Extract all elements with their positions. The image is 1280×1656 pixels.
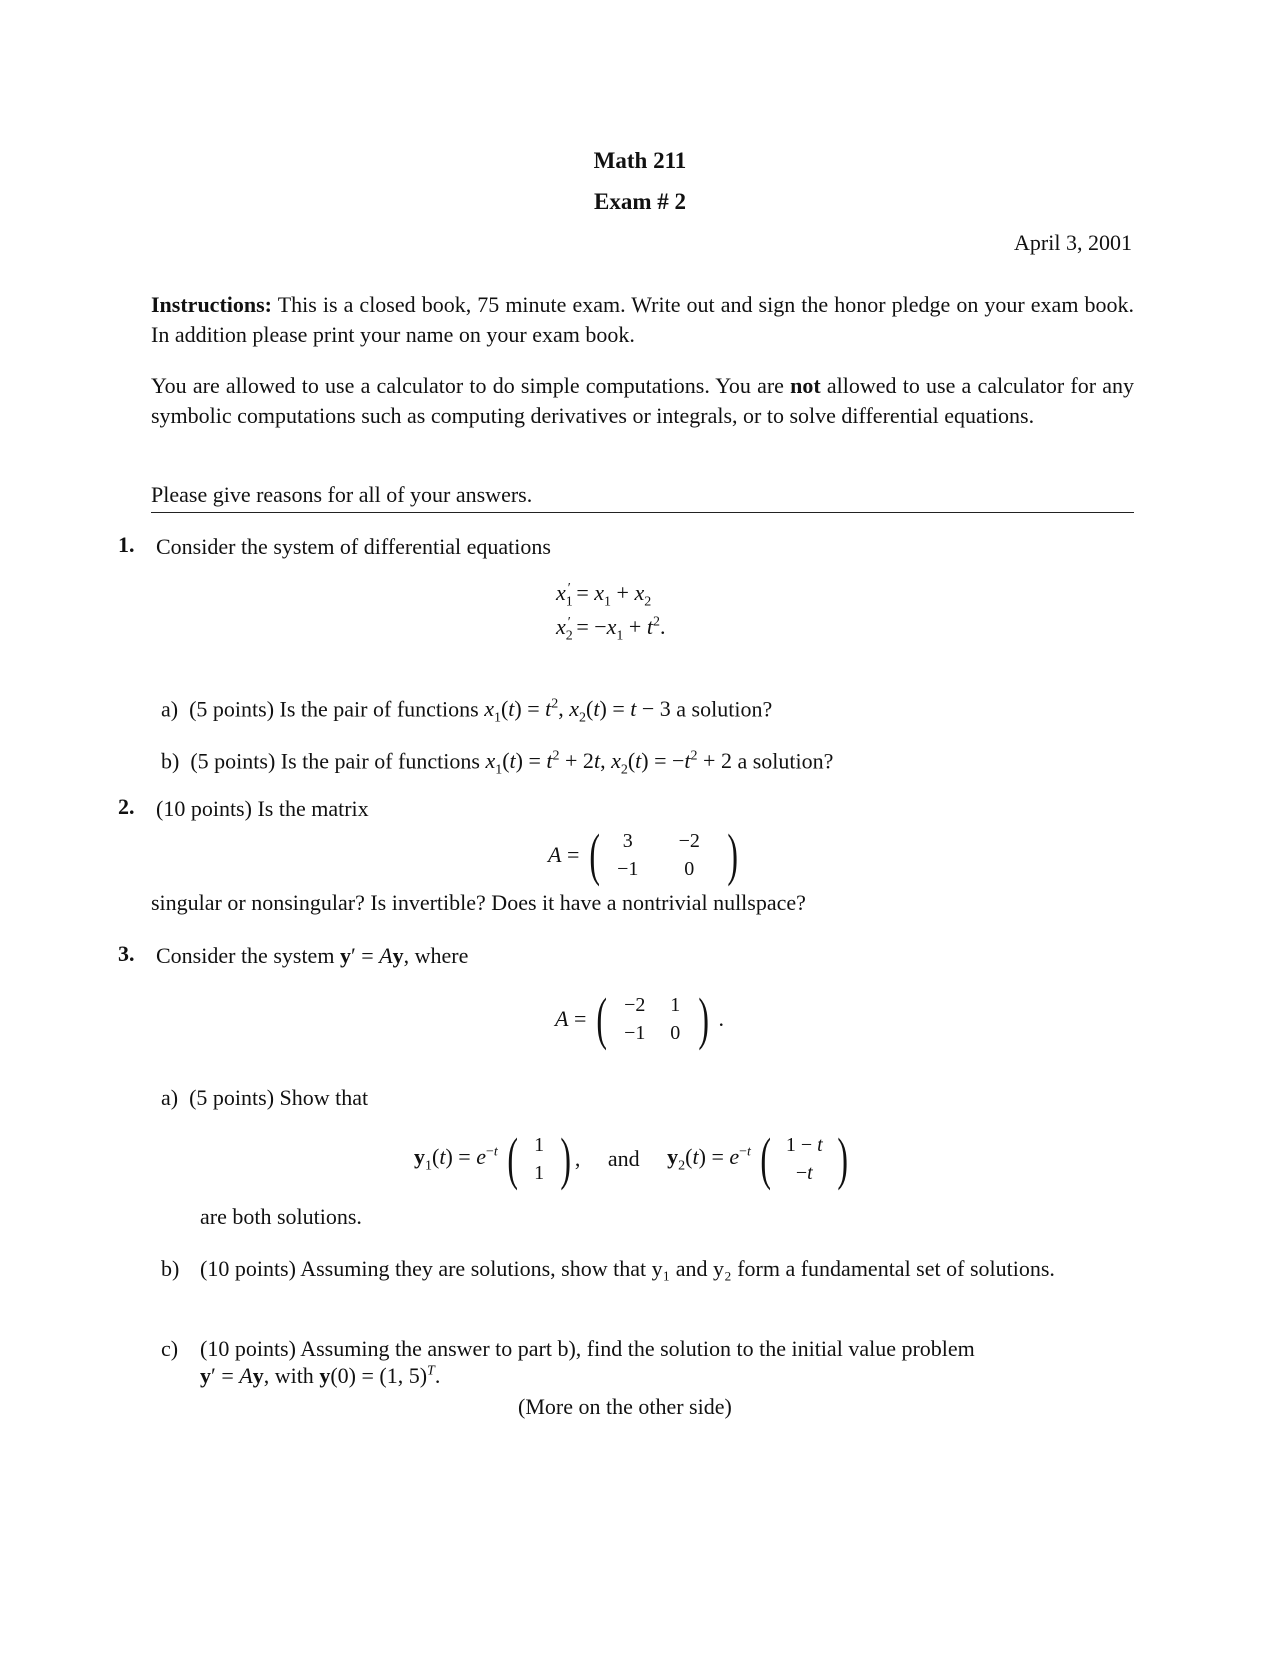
problem-3c-math: y′ = Ay, with y(0) = (1, 5)$^T$. (200, 1363, 441, 1388)
problem-1a-end: a solution? (676, 696, 773, 722)
problem-1a-text: (5 points) Is the pair of functions (189, 696, 479, 722)
matrix-a-problem-3: A = ( −2 −1 1 0 ) . (555, 986, 725, 1051)
problem-1-text: Consider the system of differential equations (156, 534, 551, 559)
problem-1a (161, 690, 772, 734)
calculator-bold: not (790, 373, 821, 398)
right-paren: ) (727, 822, 738, 887)
left-paren: ( (589, 822, 600, 887)
matrix-cell: 0 (684, 858, 695, 880)
reasons-line: Please give reasons for all of your answers. (151, 482, 533, 507)
problem-3-before: Consider the system (156, 943, 335, 968)
problem-3a-label: a) (161, 1085, 179, 1110)
footer-note: (More on the other side) (518, 1394, 732, 1419)
and-word: and (607, 1146, 640, 1171)
problem-3a-text: (5 points) Show that (189, 1085, 369, 1110)
problem-1a-label: a) (161, 696, 179, 722)
problem-1-number: 1. (118, 532, 135, 557)
problem-3-text (156, 941, 468, 971)
left-paren: ( (760, 1126, 772, 1191)
problem-2-number: 2. (118, 794, 135, 819)
divider (151, 512, 1134, 513)
left-paren: ( (507, 1126, 519, 1191)
calculator-paragraph (151, 371, 1134, 431)
calculator-before: You are allowed to use a calculator to do simple computations. You are (151, 373, 784, 398)
problem-3-after: where (414, 943, 469, 968)
problem-2-after: singular or nonsingular? Is invertible? Does it have a nontrivial nullspace? (151, 890, 806, 915)
matrix-cell: −2 (678, 830, 700, 852)
problem-2-text: (10 points) Is the matrix (156, 796, 369, 821)
problem-1b-text: (5 points) Is the pair of functions (190, 748, 480, 774)
solution-vectors: $y_1(t) = e^{-t}$ ( 1 1 ) , and $y_2(t) = e^{-t}$ ( 1 − t −t ) (414, 1126, 848, 1191)
problem-3b-label: b) (161, 1256, 180, 1281)
problem-3c-text: (10 points) Assuming the answer to part b), find the solution to the initial value problem (200, 1336, 975, 1361)
matrix-cell: 3 (622, 830, 633, 852)
instructions-paragraph (151, 290, 1134, 350)
problem-3c-label: c) (161, 1336, 179, 1361)
course-title: Math 211 (593, 148, 687, 173)
matrix-cell: −1 (617, 858, 639, 880)
problem-1b-math: $x_1(t) = t^2 + 2t$, $x_2(t) = -t^2 + 2$ (485, 748, 732, 778)
instructions-label: Instructions: (151, 292, 273, 317)
problem-3-number: 3. (118, 941, 135, 966)
problem-3b-text: (10 points) Assuming they are solutions, show that y₁ and y₂ form a fundamental set of solutions. (200, 1256, 1055, 1281)
problem-1a-math: $x_1(t) = t^2$, $x_2(t) = t - 3$ (484, 696, 671, 726)
equation-1: $x_1' = x_1 + x_2$ (556, 580, 652, 610)
matrix-a-problem-2: A = ( 3 −1 −2 0 ) (548, 822, 738, 887)
problem-3-system: y′ = Ay, (339, 943, 410, 968)
problem-1b-label: b) (161, 748, 180, 774)
right-paren: ) (559, 1126, 571, 1191)
problem-3a-after: are both solutions. (200, 1204, 362, 1229)
instructions-text: This is a closed book, 75 minute exam. Write out and sign the honor pledge on your exam book. In addition please print your name on your exam book. (151, 292, 1134, 347)
problem-1b (161, 742, 833, 786)
problem-3a (161, 1083, 368, 1113)
calculator-after: allowed to use a calculator for any symbolic computations such as computing derivatives or integrals, or to solve differential equations. (151, 373, 1135, 428)
matrix-cell: 0 (670, 1022, 681, 1044)
exam-title: Exam # 2 (594, 189, 686, 214)
problem-1b-end: a solution? (737, 748, 834, 774)
matrix-cell: −1 (624, 1022, 646, 1044)
right-paren: ) (698, 986, 709, 1051)
exam-date: April 3, 2001 (1014, 230, 1132, 255)
matrix-cell: 1 (670, 994, 681, 1016)
left-paren: ( (596, 986, 607, 1051)
right-paren: ) (837, 1126, 848, 1191)
matrix-cell: −2 (624, 994, 646, 1016)
equation-2: $x_2' = -x_1 + t^2$. (556, 614, 666, 644)
